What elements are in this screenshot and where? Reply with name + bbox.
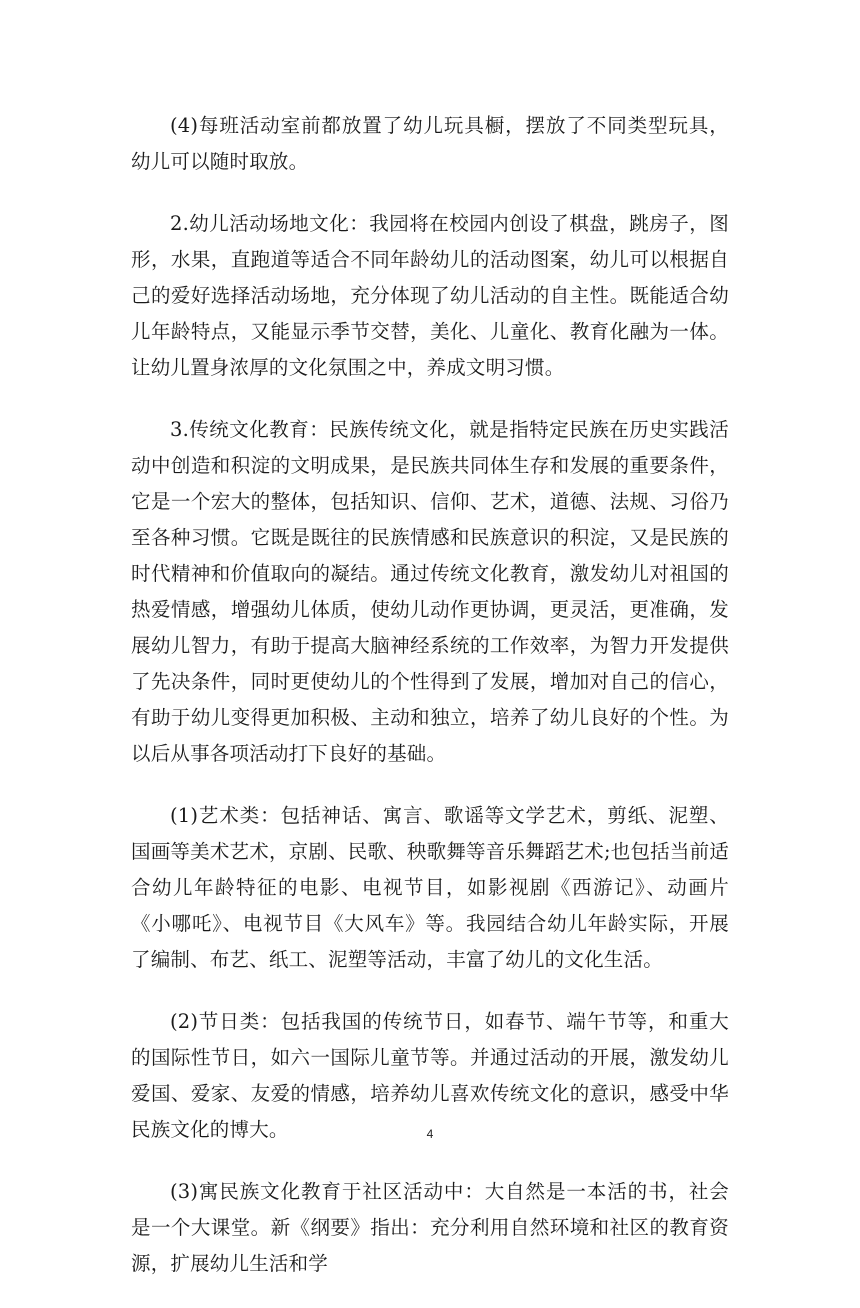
paragraph-art-category: (1)艺术类：包括神话、寓言、歌谣等文学艺术，剪纸、泥塑、国画等美术艺术，京剧、民歌、秧歌舞等音乐舞蹈艺术;也包括当前适合幼儿年龄特征的电影、电视节目，如影视剧《西游记》、动画片《小哪吒》、电视节目《大风车》等。我园结合幼儿年龄实际，开展了编制、布艺、纸工、泥塑等活动，丰富了幼儿的文化生活。	[131, 804, 729, 971]
paragraph-toy-cabinet: (4)每班活动室前都放置了幼儿玩具橱，摆放了不同类型玩具，幼儿可以随时取放。	[131, 114, 729, 173]
page-number: 4	[426, 1127, 434, 1141]
paragraph-traditional-culture-education: 3.传统文化教育：民族传统文化，就是指特定民族在历史实践活动中创造和积淀的文明成果，是民族共同体生存和发展的重要条件，它是一个宏大的整体，包括知识、信仰、艺术，道德、法规、习俗乃至各种习惯。它既是既往的民族情感和民族意识的积淀，又是民族的时代精神和价值取向的凝结。通过传统文化教育，激发幼儿对祖国的热爱情感，增强幼儿体质，使幼儿动作更协调，更灵活，更准确，发展幼儿智力，有助于提高大脑神经系统的工作效率，为智力开发提供了先决条件，同时更使幼儿的个性得到了发展，增加对自己的信心，有助于幼儿变得更加积极、主动和独立，培养了幼儿良好的个性。为以后从事各项活动打下良好的基础。	[131, 418, 729, 765]
paragraph-festival-category: (2)节日类：包括我国的传统节日，如春节、端午节等，和重大的国际性节日，如六一国际儿童节等。并通过活动的开展，激发幼儿爱国、爱家、友爱的情感，培养幼儿喜欢传统文化的意识，感受中华民族文化的博大。	[131, 1010, 729, 1141]
paragraph-community-activities: (3)寓民族文化教育于社区活动中：大自然是一本活的书，社会是一个大课堂。新《纲要》指出：充分利用自然环境和社区的教育资源，扩展幼儿生活和学	[131, 1180, 729, 1275]
paragraph-activity-venue-culture: 2.幼儿活动场地文化：我园将在校园内创设了棋盘，跳房子，图形，水果，直跑道等适合不同年龄幼儿的活动图案，幼儿可以根据自己的爱好选择活动场地，充分体现了幼儿活动的自主性。既能适合幼儿年龄特点，又能显示季节交替，美化、儿童化、教育化融为一体。让幼儿置身浓厚的文化氛围之中，养成文明习惯。	[131, 212, 729, 379]
